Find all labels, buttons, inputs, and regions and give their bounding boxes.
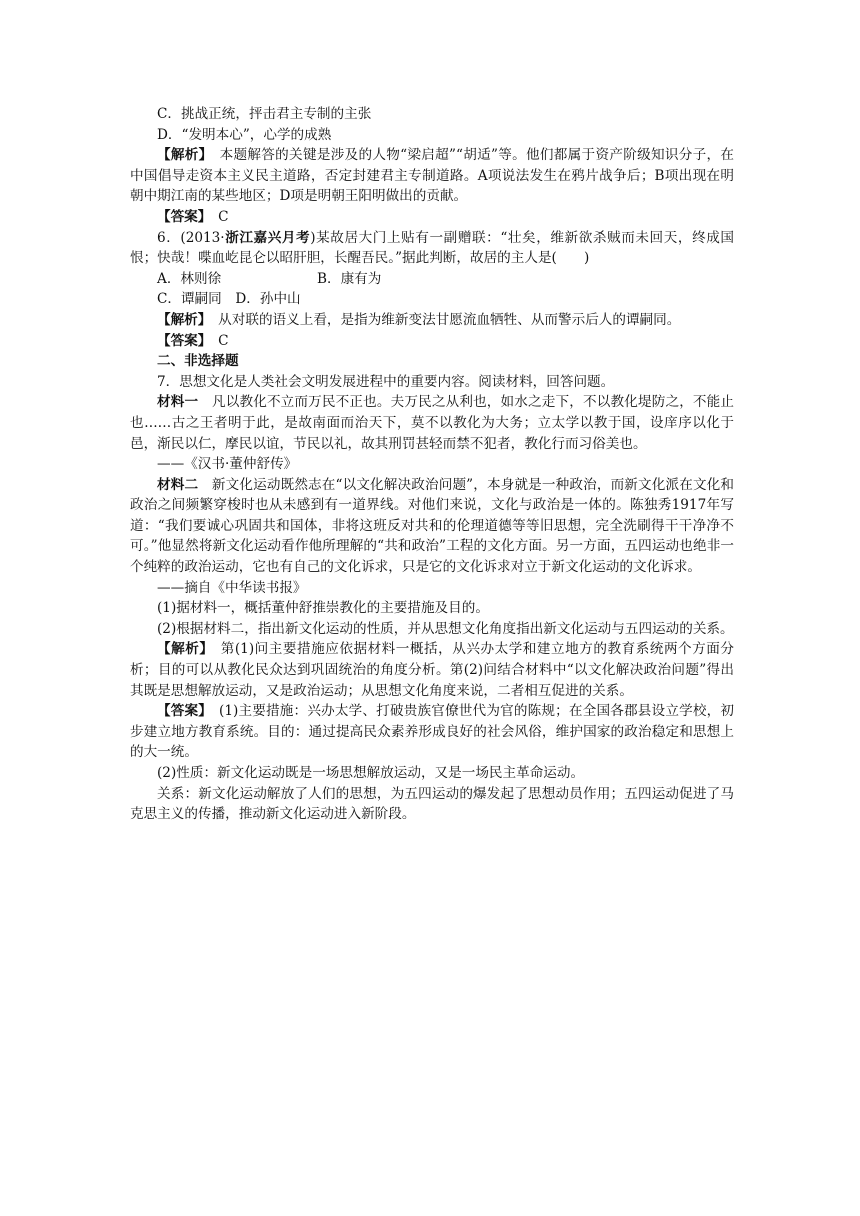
q5-analysis-label: 【解析】 [157, 147, 206, 164]
q6-stem-source: 浙江嘉兴月考 [224, 229, 311, 246]
q7-answer [130, 701, 734, 763]
q6-answer-label: 【答案】 [157, 332, 205, 349]
q6-option-b: B．康有为 [317, 270, 382, 287]
q6-analysis [130, 310, 734, 331]
q7-sub-question-1: (1)据材料一，概括董仲舒推崇教化的主要措施及目的。 [157, 600, 489, 617]
q6-analysis-label: 【解析】 [157, 311, 205, 328]
q6-option-a: A．林则徐 [157, 270, 222, 287]
q5-option-d: D．“发明本心”，心学的成熟 [157, 126, 332, 143]
q7-material-1 [130, 392, 734, 454]
q7-m1-text: 凡以教化不立而万民不正也。夫万民之从利也，如水之走下，不以教化堤防之，不能止也……古之王者明于此，是故南面而治天下，莫不以教化为大务；立太学以教于国，设庠序以化于邑，渐民以仁，摩民以谊，节民以礼，故其刑罚甚轻而禁不犯者，教化行而习俗美也。 [130, 394, 735, 452]
q5-answer-label: 【答案】 [157, 208, 205, 225]
q6-stem-prefix: 6．(2013· [157, 229, 225, 246]
q7-m2-label: 材料二 [157, 476, 199, 493]
q6-answer-text: C [204, 332, 229, 349]
q7-answer-text: (1)主要措施：兴办太学、打破贵族官僚世代为官的陈规；在全国各郡县设立学校，初步建立地方教育系统。目的：通过提高民众素养形成良好的社会风俗，维护国家的政治稳定和思想上的大一统。 [130, 703, 734, 761]
section-title: 二、非选择题 [157, 353, 239, 370]
q6-answer [130, 331, 734, 352]
q6-analysis-text: 从对联的语义上看，是指为维新变法甘愿流血牺牲、从而警示后人的谭嗣同。 [204, 311, 681, 328]
q6-options-cd: C．谭嗣同 D．孙中山 [157, 291, 301, 308]
q7-answer-label: 【答案】 [157, 703, 206, 720]
q5-analysis-text: 本题解答的关键是涉及的人物“梁启超”“胡适”等。他们都属于资产阶级知识分子，在中国倡导走资本主义民主道路，否定封建君主专制道路。A项说法发生在鸦片战争后；B项出现在明朝中期江南的某些地区；D项是明朝王阳明做出的贡献。 [130, 147, 735, 205]
q7-m1-label: 材料一 [157, 394, 199, 411]
document-page [130, 104, 734, 825]
q7-m2-text: 新文化运动既然志在“以文化解决政治问题”，本身就是一种政治，而新文化派在文化和政治之间频繁穿梭时也从未感到有一道界线。对他们来说，文化与政治是一体的。陈独秀1917年写道：“我们要诚心巩固共和国体，非将这班反对共和的伦理道德等等旧思想，完全洗刷得干干净净不可。”他显然将新文化运动看作他所理解的“共和政治”工程的文化方面。另一方面，五四运动也绝非一个纯粹的政治运动，它也有自己的文化诉求，只是它的文化诉求对立于新文化运动的文化诉求。 [130, 476, 735, 576]
q5-answer-text: C [204, 208, 229, 225]
q7-answer-2: (2)性质：新文化运动既是一场思想解放运动，又是一场民主革命运动。 [157, 765, 585, 781]
q6-options-ab [130, 269, 734, 290]
q5-analysis [130, 145, 734, 207]
q7-sub-question-2: (2)根据材料二，指出新文化运动的性质，并从思想文化角度指出新文化运动与五四运动的关系。 [157, 620, 734, 637]
q5-option-c: C．挑战正统，抨击君主专制的主张 [157, 106, 372, 122]
q7-material-2 [130, 475, 734, 578]
q7-m1-source: ——《汉书·董仲舒传》 [157, 456, 298, 473]
q6-stem-text: )某故居大门上贴有一副赠联：“壮矣，维新欲杀贼而未回天，终成国恨；快哉！喋血屹昆仑以昭肝胆，长醒吾民。”据此判断，故居的主人是( ) [130, 229, 734, 267]
q7-answer-3: 关系：新文化运动解放了人们的思想，为五四运动的爆发起了思想动员作用；五四运动促进了马克思主义的传播，推动新文化运动进入新阶段。 [130, 785, 734, 823]
q6-stem [130, 228, 734, 269]
q7-analysis-label: 【解析】 [157, 641, 207, 658]
q7-stem: 7．思想文化是人类社会文明发展进程中的重要内容。阅读材料，回答问题。 [157, 373, 615, 390]
q7-analysis [130, 639, 734, 701]
q7-m2-source: ——摘自《中华读书报》 [157, 579, 307, 596]
q5-answer [130, 207, 734, 228]
q7-analysis-text: 第(1)问主要措施应依据材料一概括，从兴办太学和建立地方的教育系统两个方面分析；目的可以从教化民众达到巩固统治的角度分析。第(2)问结合材料中“以文化解决政治问题”得出其既是思想解放运动，又是政治运动；从思想文化角度来说，二者相互促进的关系。 [130, 641, 734, 699]
